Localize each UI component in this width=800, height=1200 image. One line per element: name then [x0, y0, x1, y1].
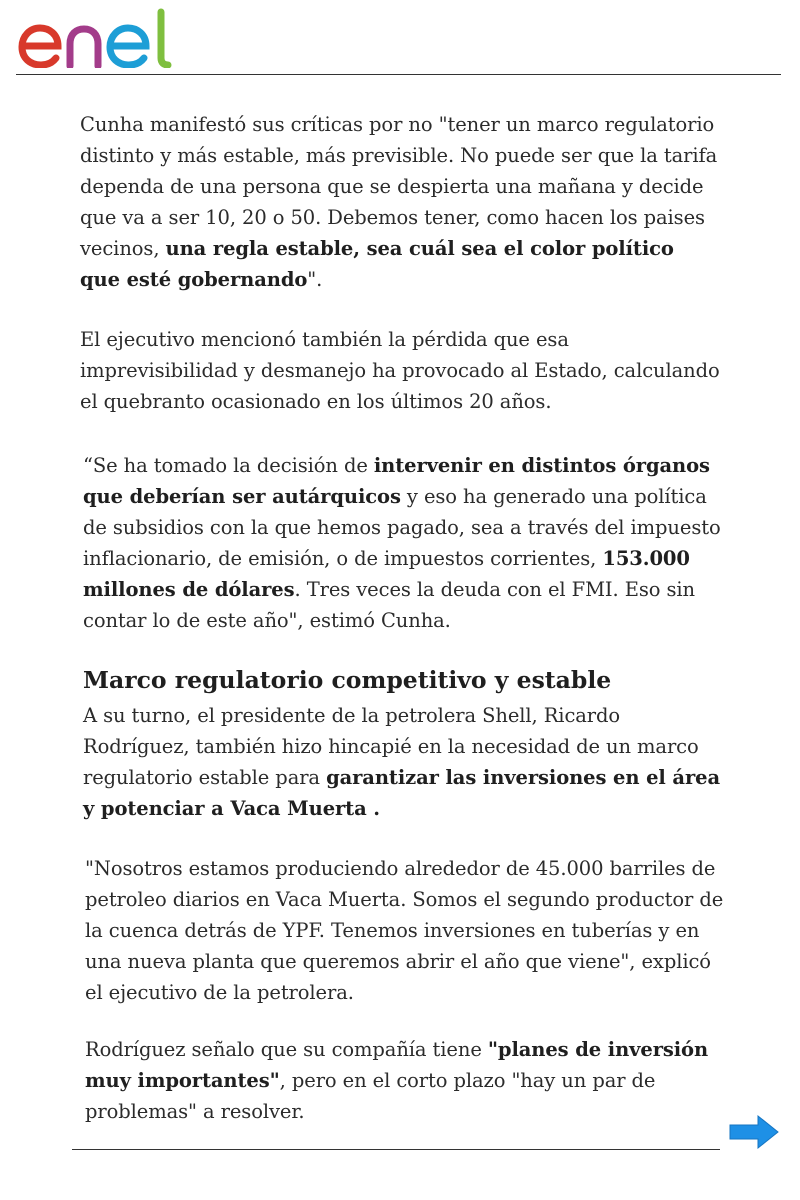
- logo-letter-e2: [110, 28, 146, 65]
- logo-letter-l: [161, 12, 168, 65]
- emphasis-text: una regla estable, sea cuál sea el color político que esté gobernando: [80, 237, 674, 291]
- article-quote-rodriguez: [85, 853, 725, 1008]
- body-text: Cunha manifestó sus críticas por no "tener un marco regulatorio distinto y más estable, más previsible. No puede ser que la tarifa dependa de una persona que se despierta una mañana y decide que va a ser 10, 20 o 50. Debemos tener, como hacen los paises vecinos,: [80, 113, 718, 260]
- body-text: Rodríguez señalo que su compañía tiene: [85, 1038, 488, 1061]
- body-text: , pero en el corto plazo "hay un par de problemas" a resolver.: [85, 1069, 656, 1123]
- article-paragraph-4: [83, 700, 723, 824]
- body-text: . Tres veces la deuda con el FMI. Eso sin contar lo de este año", estimó Cunha.: [83, 578, 696, 632]
- body-text: A su turno, el presidente de la petrolera Shell, Ricardo Rodríguez, también hizo hincapié en la necesidad de un marco regulatorio estable para: [83, 704, 699, 789]
- logo-letter-n: [70, 29, 98, 66]
- emphasis-text: intervenir en distintos órganos que deberían ser autárquicos: [83, 454, 710, 508]
- article-paragraph-6: [85, 1034, 725, 1127]
- article-paragraph-1: [80, 109, 720, 295]
- emphasis-text: "planes de inversión muy importantes": [85, 1038, 709, 1092]
- header-divider: [16, 74, 781, 75]
- logo-letter-e1: [22, 28, 58, 65]
- body-text: “Se ha tomado la decisión de: [83, 454, 374, 477]
- emphasis-text: garantizar las inversiones en el área y potenciar a Vaca Muerta .: [83, 766, 720, 820]
- enel-logo: [18, 8, 178, 68]
- body-text: El ejecutivo mencionó también la pérdida que esa imprevisibilidad y desmanejo ha provocado al Estado, calculando el quebranto ocasionado en los últimos 20 años.: [80, 328, 720, 413]
- body-text: ".: [307, 268, 323, 291]
- emphasis-text: 153.000 millones de dólares: [83, 547, 690, 601]
- article-subheading: Marco regulatorio competitivo y estable: [83, 666, 612, 694]
- footer-divider: [72, 1149, 720, 1150]
- body-text: "Nosotros estamos produciendo alrededor de 45.000 barriles de petroleo diarios en Vaca Muerta. Somos el segundo productor de la cuenca detrás de YPF. Tenemos inversiones en tuberías y en una nueva planta que queremos abrir el año que viene", explicó el ejecutivo de la petrolera.: [85, 857, 724, 1004]
- body-text: y eso ha generado una política de subsidios con la que hemos pagado, sea a través del impuesto inflacionario, de emisión, o de impuestos corrientes,: [83, 485, 721, 570]
- next-page-button[interactable]: [728, 1114, 780, 1150]
- article-paragraph-2: [80, 324, 720, 417]
- article-quote-cunha: [83, 450, 723, 636]
- arrow-right-icon: [728, 1114, 780, 1150]
